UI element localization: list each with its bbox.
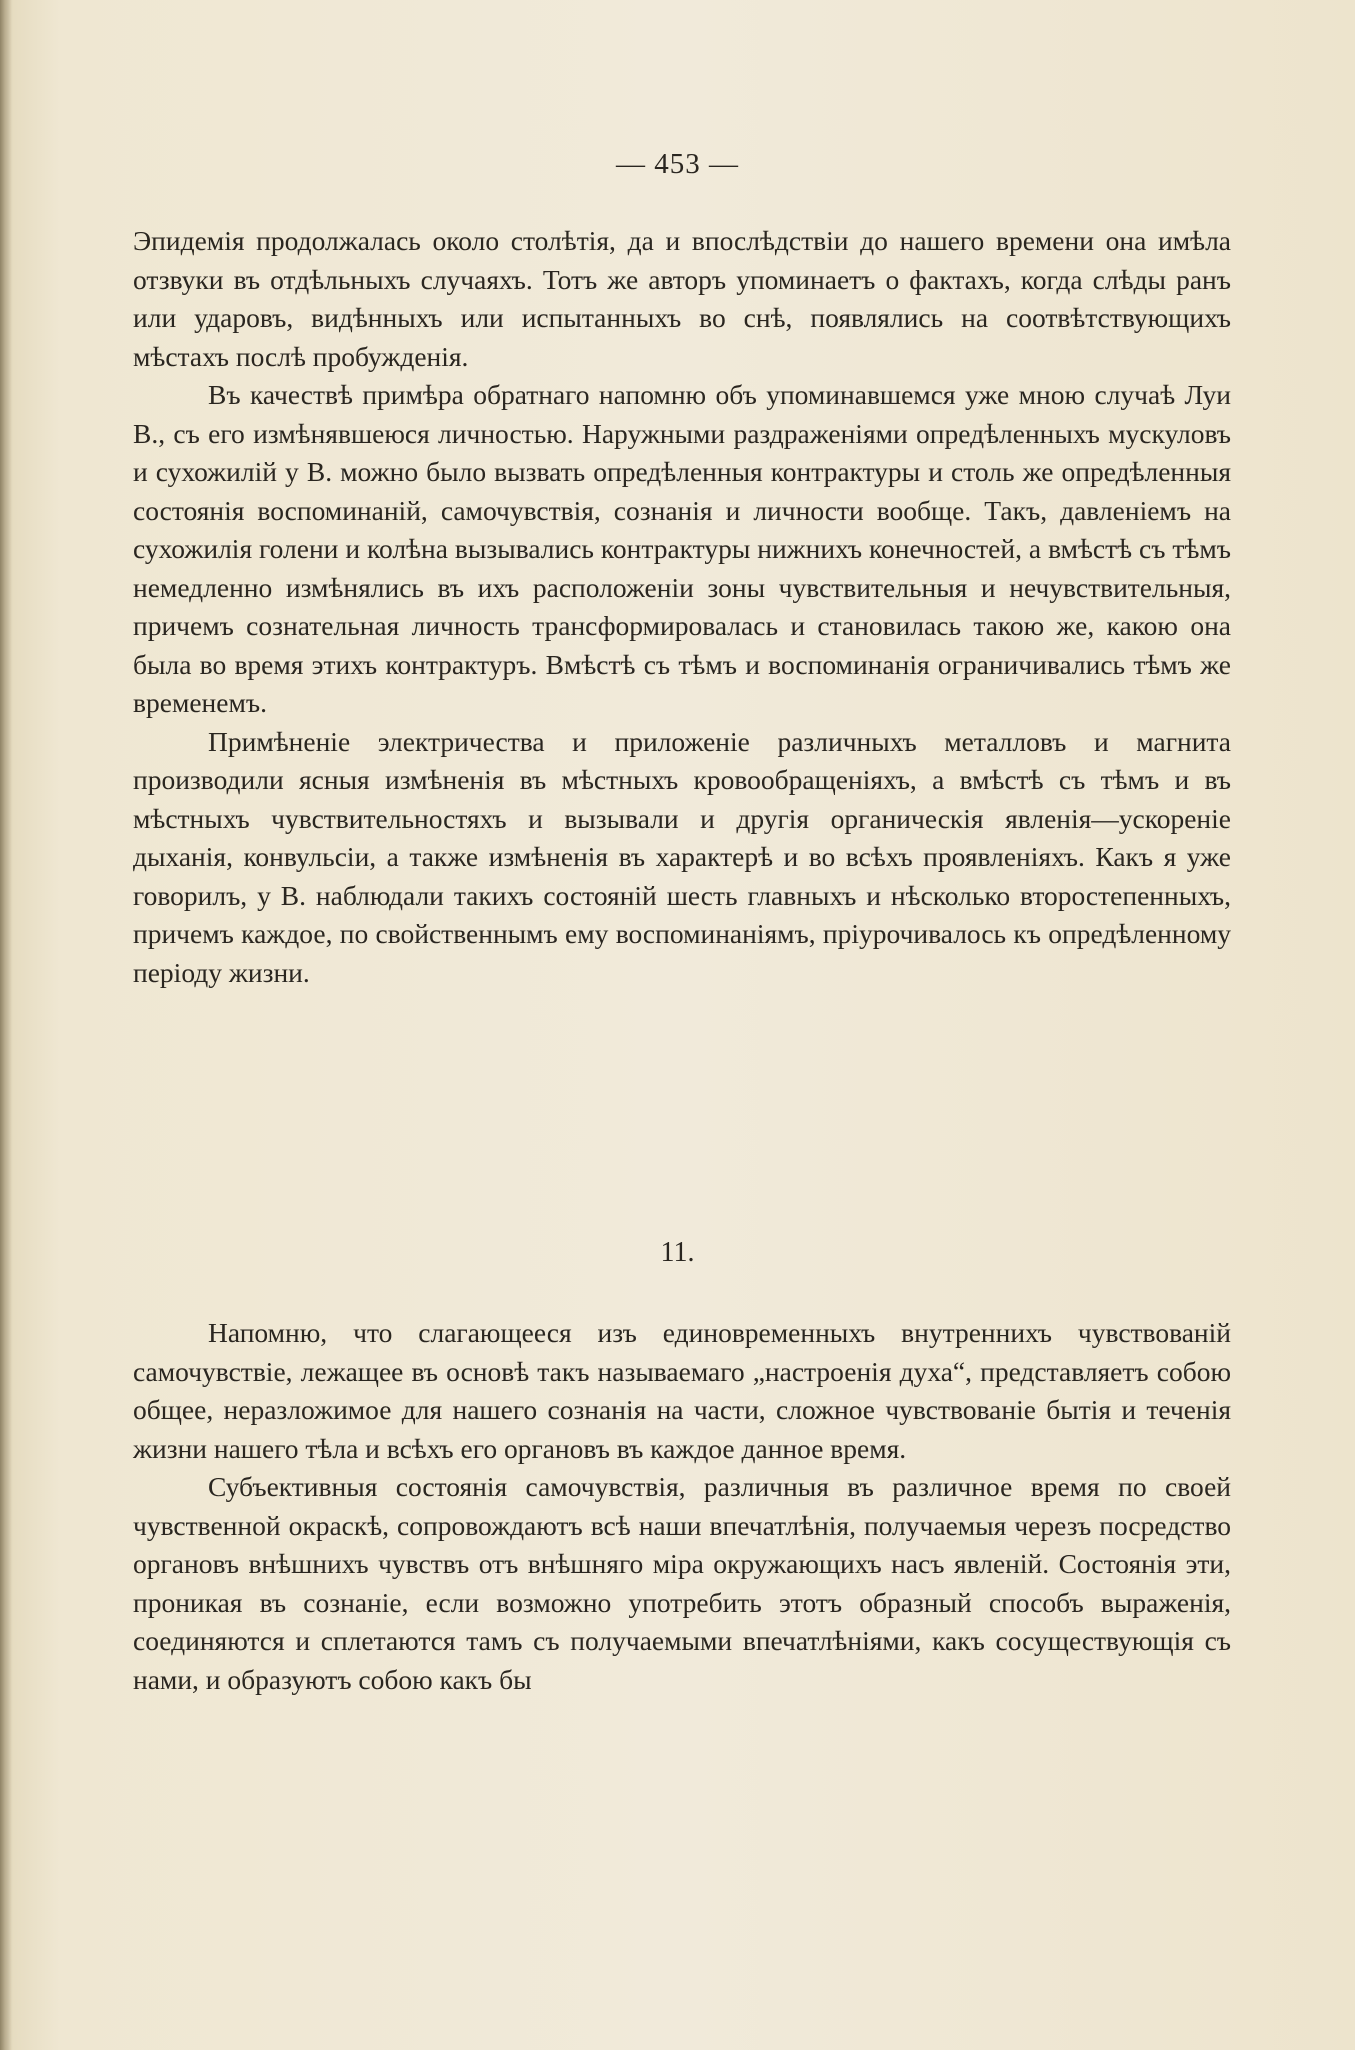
paragraph: Напомню, что слагающееся изъ единовременныхъ внутреннихъ чувствованій самочувствіе, лежащее въ основѣ такъ называемаго „настроенія духа“, представляетъ собою общее, неразложимое для нашего сознанія на части, сложное чувствованіе бытія и теченія жизни нашего тѣла и всѣхъ его органовъ въ каждое данное время. [133, 1317, 1231, 1464]
text-block-lower [133, 1314, 1231, 1699]
paragraph: Примѣненіе электричества и приложеніе различныхъ металловъ и магнита производили ясныя измѣненія въ мѣстныхъ кровообращеніяхъ, а вмѣстѣ съ тѣмъ и въ мѣстныхъ чувствительностяхъ и вызывали и другія органическія явленія—ускореніе дыханія, конвульсіи, а также измѣненія въ характерѣ и во всѣхъ проявленіяхъ. Какъ я уже говорилъ, у В. наблюдали такихъ состояній шесть главныхъ и нѣсколько второстепенныхъ, причемъ каждое, по свойственнымъ ему воспоминаніямъ, пріурочивалось къ опредѣленному періоду жизни. [133, 725, 1231, 988]
page-binding-edge [0, 0, 12, 2050]
page-number: — 453 — [616, 148, 739, 180]
paragraph: Субъективныя состоянія самочувствія, различныя въ различное время по своей чувственной окраскѣ, сопровождаютъ всѣ наши впечатлѣнія, получаемыя черезъ посредство органовъ внѣшнихъ чувствъ отъ внѣшняго міра окружающихъ насъ явленій. Состоянія эти, проникая въ сознаніе, если возможно употребить этотъ образный способъ выраженія, соединяются и сплетаются тамъ съ получаемыми впечатлѣніями, какъ сосуществующія съ нами, и образуютъ собою какъ бы [133, 1471, 1231, 1695]
text-block-upper [133, 222, 1231, 992]
paragraph: Въ качествѣ примѣра обратнаго напомню объ упоминавшемся уже мною случаѣ Луи В., съ его измѣнявшеюся личностью. Наружными раздраженіями опредѣленныхъ мускуловъ и сухожилій у В. можно было вызвать опредѣленныя контрактуры и столь же опредѣленныя состоянія воспоминаній, самочувствія, сознанія и личности вообще. Такъ, давленіемъ на сухожилія голени и колѣна вызывались контрактуры нижнихъ конечностей, а вмѣстѣ съ тѣмъ немедленно измѣнялись въ ихъ расположеніи зоны чувствительныя и нечувствительныя, причемъ сознательная личность трансформировалась и становилась такою же, какою она была во время этихъ контрактуръ. Вмѣстѣ съ тѣмъ и воспоминанія ограничивались тѣмъ же временемъ. [133, 379, 1231, 718]
section-number: 11. [660, 1237, 695, 1268]
paragraph: Эпидемія продолжалась около столѣтія, да и впослѣдствіи до нашего времени она имѣла отзвуки въ отдѣльныхъ случаяхъ. Тотъ же авторъ упоминаетъ о фактахъ, когда слѣды ранъ или ударовъ, видѣнныхъ или испытанныхъ во снѣ, появлялись на соотвѣтствующихъ мѣстахъ послѣ пробужденія. [133, 225, 1231, 372]
